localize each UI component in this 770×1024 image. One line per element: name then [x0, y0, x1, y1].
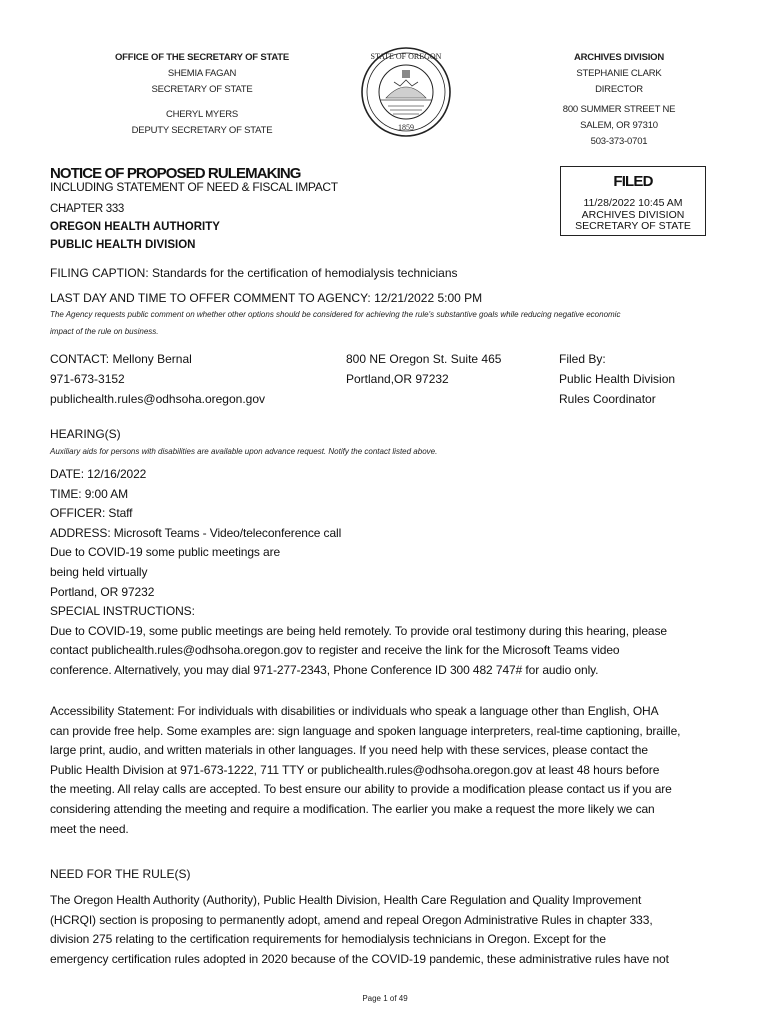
notice-title: NOTICE OF PROPOSED RULEMAKING [50, 165, 301, 182]
secretary-name: SHEMIA FAGAN [167, 68, 237, 79]
need-line: emergency certification rules adopted in 2020 because of the COVID-19 pandemic, these administrative rules have not [50, 951, 669, 966]
hearing-address: ADDRESS: Microsoft Teams - Video/teleconference call [50, 525, 342, 540]
chapter-number: CHAPTER 333 [50, 203, 125, 215]
page-number: Page 1 of 49 [362, 994, 408, 1003]
need-text [50, 891, 730, 969]
need-line: The Oregon Health Authority (Authority), Public Health Division, Health Care Regulation and Quality Improvement [50, 893, 642, 907]
accessibility-line: the meeting. All relay calls are accepted. To best ensure our ability to provide a modification please contact us if you are [50, 782, 672, 797]
contact-city: Portland,OR 97232 [346, 372, 449, 386]
hearing-address-line-2: Due to COVID-19 some public meetings are [50, 545, 281, 560]
instructions-line: Due to COVID-19, some public meetings are being held remotely. To provide oral testimony during this hearing, please [50, 623, 667, 638]
director-name: STEPHANIE CLARK [576, 68, 662, 79]
archives-address-city: SALEM, OR 97310 [580, 120, 658, 131]
accessibility-statement [50, 702, 730, 839]
division-name: PUBLIC HEALTH DIVISION [50, 239, 196, 251]
accessibility-line: Public Health Division at 971-673-1222, 711 TTY or publichealth.rules@odhsoha.oregon.gov at least 48 hours before [50, 762, 660, 777]
filed-secretary: SECRETARY OF STATE [575, 220, 691, 232]
filed-archives: ARCHIVES DIVISION [581, 208, 685, 221]
agency-request-line-2: impact of the rule on business. [50, 327, 159, 336]
agency-request-line-1: The Agency requests public comment on whether other options should be considered for achieving the rule's substantive goals while reducing negative economic [50, 310, 621, 319]
hearing-time: TIME: 9:00 AM [50, 486, 129, 501]
archives-phone: 503-373-0701 [590, 136, 648, 147]
office-name: OFFICE OF THE SECRETARY OF STATE [114, 52, 290, 63]
contact-street: 800 NE Oregon St. Suite 465 [346, 352, 502, 366]
deputy-name: CHERYL MYERS [165, 109, 239, 120]
contact-phone: 971-673-3152 [50, 372, 125, 386]
accessibility-line: meet the need. [50, 821, 129, 836]
need-line: (HCRQI) section is proposing to permanently adopt, amend and repeal Oregon Administrative Rules in chapter 333, [50, 912, 653, 927]
archives-division: ARCHIVES DIVISION [573, 52, 665, 63]
accessibility-line: large print, audio, and written materials in other languages. If you need help with these services, please contact the [50, 743, 648, 758]
secretary-title: SECRETARY OF STATE [151, 84, 253, 95]
filed-by-label: Filed By: [559, 352, 606, 366]
director-title: DIRECTOR [595, 84, 643, 95]
hearing-details [50, 465, 730, 681]
contact-name: CONTACT: Mellony Bernal [50, 352, 192, 366]
accessibility-line: considering attending the meeting and require a modification. The earlier you make a request the more likely we can [50, 801, 655, 816]
instructions-line: conference. Alternatively, you may dial 971-277-2343, Phone Conference ID 300 482 747# for audio only. [50, 662, 599, 677]
need-line: division 275 relating to the certification requirements for hemodialysis technicians in Oregon. Except for the [50, 932, 606, 947]
filed-by-role: Rules Coordinator [559, 392, 656, 406]
need-heading: NEED FOR THE RULE(S) [50, 867, 191, 881]
archives-address-street: 800 SUMMER STREET NE [562, 104, 676, 115]
filed-by-division: Public Health Division [559, 372, 676, 386]
hearing-heading: HEARING(S) [50, 427, 121, 441]
hearing-address-line-3: being held virtually [50, 564, 148, 579]
accessibility-line: can provide free help. Some examples are: sign language and spoken language interpreters, real-time captioning, braille, [50, 723, 681, 738]
agency-name: OREGON HEALTH AUTHORITY [50, 221, 220, 233]
filed-title: FILED [613, 173, 653, 190]
comment-deadline: LAST DAY AND TIME TO OFFER COMMENT TO AGENCY: 12/21/2022 5:00 PM [50, 291, 483, 305]
deputy-title: DEPUTY SECRETARY OF STATE [131, 125, 273, 136]
hearing-officer: OFFICER: Staff [50, 506, 133, 521]
instructions-line: contact publichealth.rules@odhsoha.oregon.gov to register and receive the link for the Microsoft Teams video [50, 643, 620, 658]
hearing-address-city: Portland, OR 97232 [50, 584, 155, 599]
filing-caption: FILING CAPTION: Standards for the certification of hemodialysis technicians [50, 266, 458, 280]
seal-year: 1859 [398, 123, 414, 132]
seal-top-text: STATE OF OREGON [370, 52, 442, 61]
filed-datetime: 11/28/2022 10:45 AM [583, 197, 683, 209]
special-instructions-label: SPECIAL INSTRUCTIONS: [50, 604, 195, 619]
seal-icon [360, 46, 452, 138]
filed-stamp [560, 166, 706, 236]
hearing-date: DATE: 12/16/2022 [50, 467, 147, 481]
accessibility-line: Accessibility Statement: For individuals with disabilities or individuals who speak a language other than English, OHA [50, 704, 659, 718]
auxiliary-aids-note: Auxiliary aids for persons with disabilities are available upon advance request. Notify the contact listed above. [50, 447, 438, 456]
notice-subtitle: INCLUDING STATEMENT OF NEED & FISCAL IMPACT [50, 180, 338, 194]
oregon-state-seal [360, 46, 452, 138]
contact-email[interactable]: publichealth.rules@odhsoha.oregon.gov [50, 392, 265, 406]
